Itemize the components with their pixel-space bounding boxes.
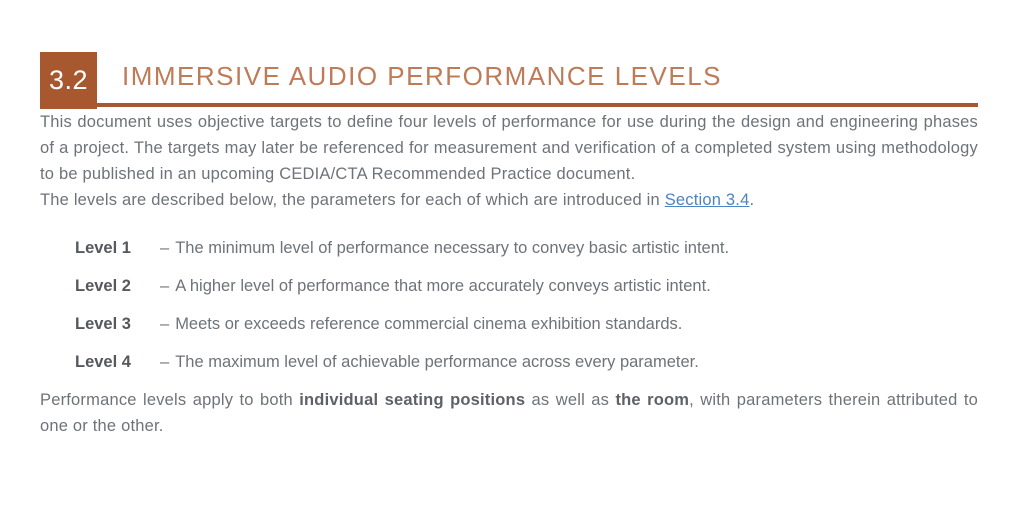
- level-2-description: [160, 273, 711, 299]
- list-item-level-4: [75, 349, 978, 375]
- level-4-description-text: The maximum level of achievable performance across every parameter.: [175, 353, 699, 371]
- intro-paragraph: This document uses objective targets to define four levels of performance for use during the design and engineering phases of a project. The targets may later be referenced for measurement and verification of a completed system using methodology to be published in an upcoming CEDIA/CTA Recommended Practice document.: [40, 113, 978, 183]
- section-3-4-link[interactable]: Section 3.4: [664, 191, 750, 209]
- levels-intro-text-after-link: .: [749, 191, 755, 209]
- en-dash: –: [160, 277, 170, 295]
- level-1-label: Level 1: [75, 239, 131, 257]
- closing-segment-3-bold: the room: [615, 391, 690, 409]
- level-3-description-text: Meets or exceeds reference commercial cinema exhibition standards.: [175, 315, 683, 333]
- section-number-badge: 3.2: [40, 52, 97, 109]
- en-dash: –: [160, 239, 170, 257]
- level-2-label: Level 2: [75, 277, 131, 295]
- levels-intro-text-before-link: The levels are described below, the parameters for each of which are introduced in: [40, 191, 665, 209]
- closing-segment-2: as well as: [525, 391, 616, 409]
- level-3-label: Level 3: [75, 315, 131, 333]
- closing-segment-1-bold: individual seating positions: [299, 391, 526, 409]
- en-dash: –: [160, 353, 170, 371]
- performance-levels-list: [40, 235, 978, 375]
- level-1-description: [160, 235, 729, 261]
- list-item-level-1: [75, 235, 978, 261]
- closing-paragraph: [40, 387, 978, 439]
- level-4-label: Level 4: [75, 353, 131, 371]
- levels-intro-paragraph: [40, 187, 978, 213]
- level-3-description: [160, 311, 682, 337]
- section-title: IMMERSIVE AUDIO PERFORMANCE LEVELS: [122, 61, 723, 91]
- en-dash: –: [160, 315, 170, 333]
- closing-segment-4: , with parameters therein attributed to one or the other.: [40, 391, 979, 435]
- level-4-description: [160, 349, 699, 375]
- section-divider-rule: [40, 103, 978, 107]
- list-item-level-2: [75, 273, 978, 299]
- closing-segment-0: Performance levels apply to both: [40, 391, 300, 409]
- section-header: [40, 52, 978, 109]
- list-item-level-3: [75, 311, 978, 337]
- level-1-description-text: The minimum level of performance necessary to convey basic artistic intent.: [175, 239, 730, 257]
- level-2-description-text: A higher level of performance that more accurately conveys artistic intent.: [175, 277, 711, 295]
